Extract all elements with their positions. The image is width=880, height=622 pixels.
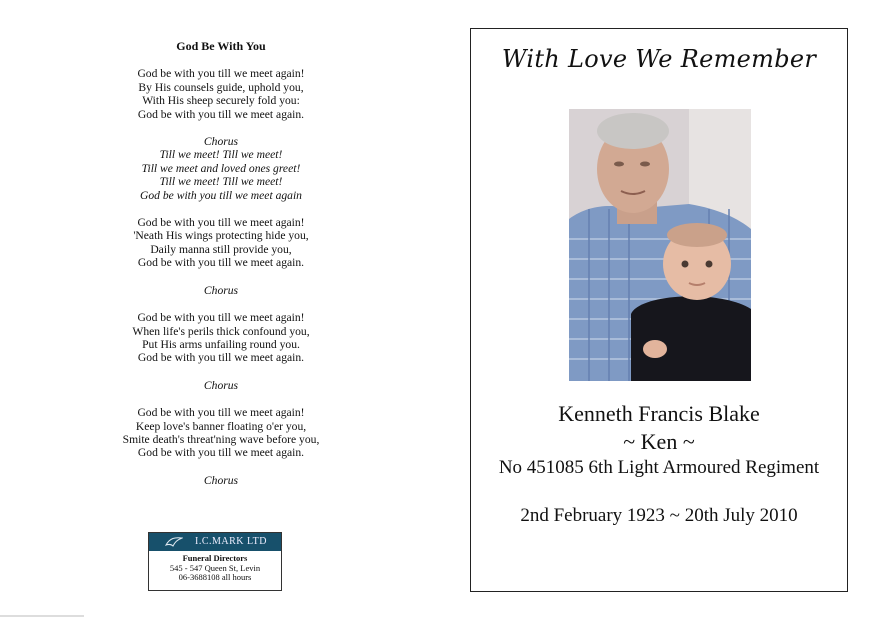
chorus-line: God be with you till we meet again — [140, 188, 302, 202]
stanza-4 — [90, 406, 352, 460]
ad-phone: 06-3688108 all hours — [178, 572, 252, 583]
stanza-line: God be with you till we meet again! — [137, 67, 305, 81]
chorus-label: Chorus — [203, 283, 239, 297]
chorus-label: Chorus — [203, 135, 239, 149]
stanza-line: Put His arms unfailing round you. — [142, 337, 300, 351]
stanza-line: God be with you till we meet again. — [137, 446, 305, 460]
stanza-2 — [90, 216, 352, 270]
chorus-block — [90, 135, 352, 202]
nickname: ~ Ken ~ — [623, 429, 695, 454]
hymn-page — [90, 40, 352, 501]
stanza-line: God be with you till we meet again! — [137, 311, 305, 325]
chorus-label: Chorus — [203, 473, 239, 487]
memorial-card — [470, 28, 848, 592]
stanza-line: Keep love's banner floating o'er you, — [135, 419, 307, 433]
service-record: No 451085 6th Light Armoured Regiment — [498, 457, 820, 478]
ad-company-name: I.C.MARK LTD — [194, 536, 268, 547]
stanza-line: Daily manna still provide you, — [150, 242, 292, 256]
ad-subtitle: Funeral Directors — [182, 553, 248, 563]
hymn-title: God Be With You — [176, 39, 266, 53]
chorus-line: Till we meet and loved ones greet! — [141, 161, 301, 175]
deceased-name: Kenneth Francis Blake — [558, 401, 760, 426]
stanza-line: God be with you till we meet again! — [137, 216, 305, 230]
stanza-1 — [90, 67, 352, 121]
ad-address: 545 - 547 Queen St, Levin — [169, 562, 261, 573]
stanza-line: God be with you till we meet again. — [137, 107, 305, 121]
stanza-line: Smite death's threat'ning wave before you, — [122, 432, 320, 446]
stanza-line: God be with you till we meet again! — [137, 406, 305, 420]
stanza-line: When life's perils thick confound you, — [132, 324, 310, 338]
ad-header — [149, 533, 281, 551]
chorus-line: Till we meet! Till we meet! — [159, 175, 283, 189]
stanza-line: 'Neath His wings protecting hide you, — [133, 229, 309, 243]
funeral-director-ad — [148, 532, 282, 591]
scan-edge-mark — [0, 615, 84, 617]
stanza-line: With His sheep securely fold you: — [142, 94, 300, 108]
card-heading: With Love We Remember — [501, 45, 817, 73]
chorus-label: Chorus — [203, 378, 239, 392]
stanza-line: God be with you till we meet again. — [137, 351, 305, 365]
life-dates: 2nd February 1923 ~ 20th July 2010 — [520, 505, 798, 526]
stanza-line: By His counsels guide, uphold you, — [138, 80, 304, 94]
stanza-3 — [90, 311, 352, 365]
photo-illustration — [569, 109, 751, 381]
stanza-line: God be with you till we meet again. — [137, 256, 305, 270]
chorus-line: Till we meet! Till we meet! — [159, 148, 283, 162]
memorial-photo — [569, 109, 751, 381]
dove-logo-icon — [165, 536, 183, 548]
